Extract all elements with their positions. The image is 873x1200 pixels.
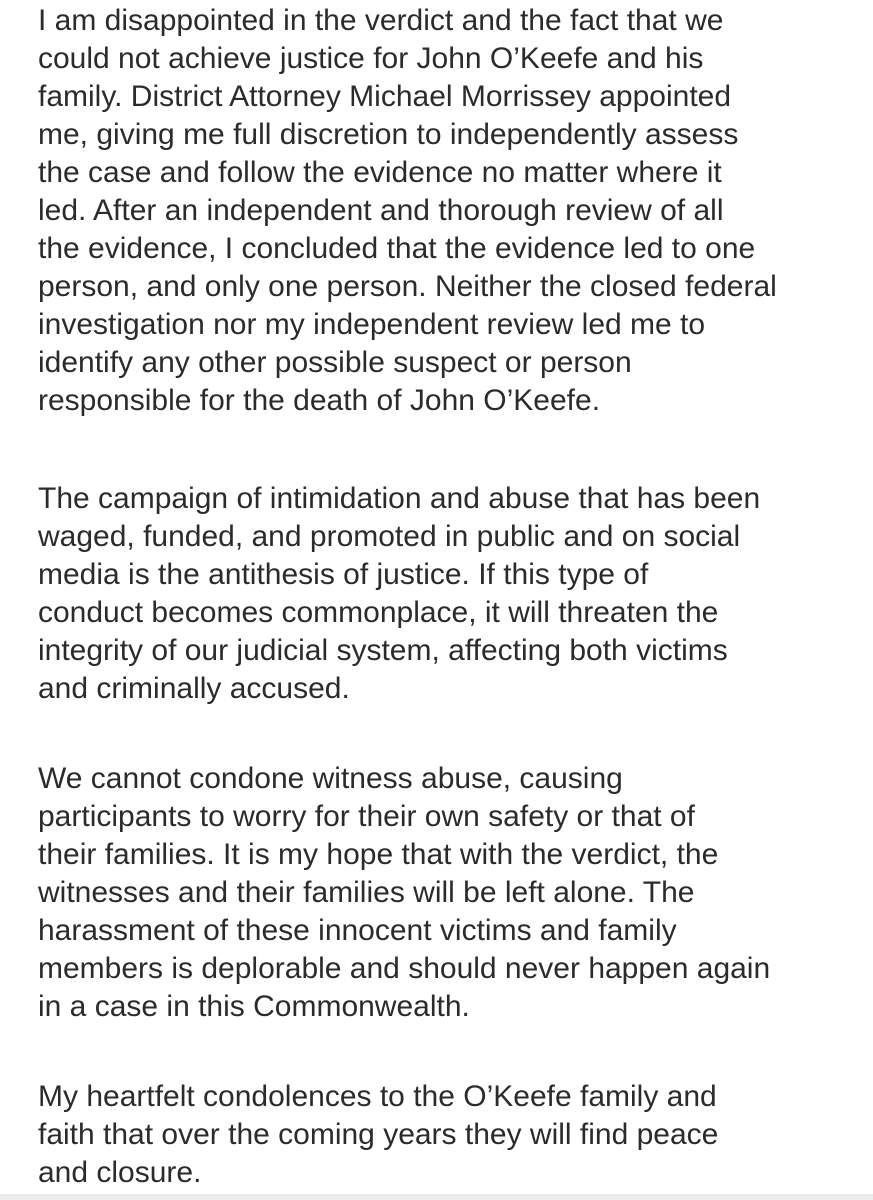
text-line: waged, funded, and promoted in public and on social	[38, 520, 741, 553]
text-line: My heartfelt condolences to the O’Keefe family and	[38, 1080, 717, 1113]
text-line: harassment of these innocent victims and family	[38, 914, 677, 947]
text-line: their families. It is my hope that with the verdict, the	[38, 838, 719, 871]
text-line: faith that over the coming years they will find peace	[38, 1118, 719, 1151]
text-line: members is deplorable and should never happen again	[38, 952, 771, 985]
paragraph-3	[38, 760, 770, 1026]
text-line: identify any other possible suspect or person	[38, 346, 632, 379]
text-line: We cannot condone witness abuse, causing	[38, 762, 623, 795]
text-line: family. District Attorney Michael Morrissey appointed	[38, 80, 732, 113]
text-line: and closure.	[38, 1156, 202, 1189]
text-line: the case and follow the evidence no matter where it	[38, 156, 722, 189]
text-line: conduct becomes commonplace, it will threaten the	[38, 596, 719, 629]
text-line: The campaign of intimidation and abuse that has been	[38, 482, 761, 515]
paragraph-1	[38, 2, 777, 420]
text-line: me, giving me full discretion to independently assess	[38, 118, 739, 151]
bottom-edge	[0, 1194, 873, 1200]
text-line: person, and only one person. Neither the closed federal	[38, 270, 777, 303]
paragraph-4	[38, 1078, 718, 1192]
text-line: integrity of our judicial system, affecting both victims	[38, 634, 728, 667]
text-line: participants to worry for their own safety or that of	[38, 800, 695, 833]
text-line: I am disappointed in the verdict and the fact that we	[38, 4, 724, 37]
paragraph-2	[38, 480, 760, 708]
text-line: witnesses and their families will be left alone. The	[38, 876, 695, 909]
text-line: could not achieve justice for John O’Keefe and his	[38, 42, 704, 75]
text-line: responsible for the death of John O’Keefe.	[38, 384, 601, 417]
text-line: the evidence, I concluded that the evidence led to one	[38, 232, 756, 265]
text-line: and criminally accused.	[38, 672, 350, 705]
text-line: investigation nor my independent review led me to	[38, 308, 706, 341]
text-line: led. After an independent and thorough review of all	[38, 194, 724, 227]
text-line: in a case in this Commonwealth.	[38, 990, 470, 1023]
text-line: media is the antithesis of justice. If this type of	[38, 558, 649, 591]
